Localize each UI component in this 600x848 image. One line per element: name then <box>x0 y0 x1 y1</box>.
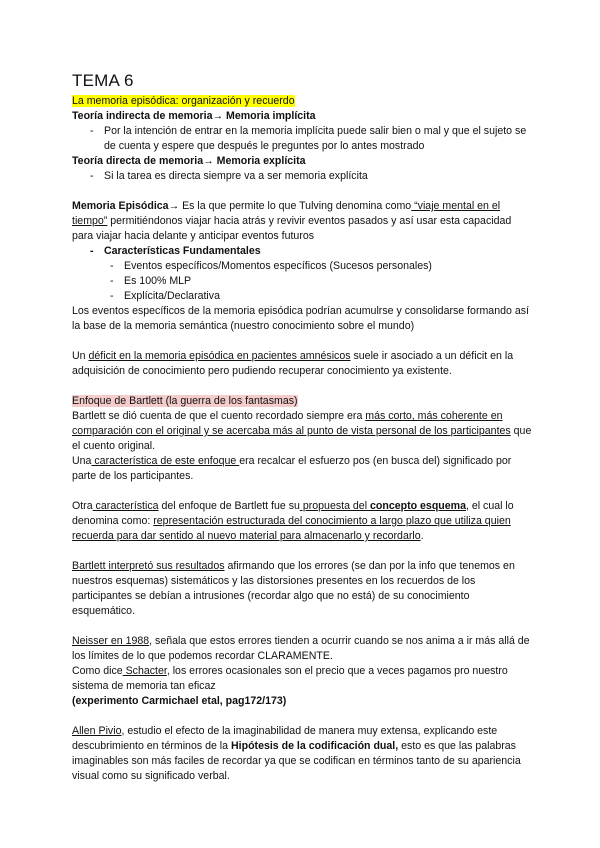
characteristic-item-2: - Es 100% MLP <box>72 274 532 289</box>
bartlett-p3-underline-2: propuesta del <box>299 500 370 512</box>
bartlett-p3-text-b: del enfoque de Bartlett fue su <box>158 500 300 512</box>
bartlett-p2-text-b: era recalcar el esfuerzo pos (en busca del) significado por parte de los participantes. <box>72 455 512 482</box>
bartlett-p3-underline-3: representación estructurada del conocimiento a largo plazo que utiliza quien recuerda para dar sentido al nuevo material para almacenarlo y recordarlo <box>72 515 511 542</box>
episodica-paragraph <box>72 199 532 244</box>
schacter-paragraph <box>72 664 532 694</box>
bartlett-p1-underline: más corto, más coherente en comparación con el original y se acercaba más al punto de vista personal de los participantes <box>72 410 511 437</box>
bartlett-heading <box>72 394 532 409</box>
subtitle <box>72 94 532 109</box>
bartlett-paragraph-1 <box>72 409 532 454</box>
bartlett-paragraph-3 <box>72 499 532 544</box>
paivio-text-a: , estudio el efecto de la imaginabilidad de manera muy extensa, explicando este descubrimiento en términos de la <box>72 725 498 752</box>
deficit-text-1: Un <box>72 350 89 362</box>
concepto-esquema: concepto esquema <box>370 500 466 512</box>
schacter-underline: Schacter <box>122 665 167 677</box>
characteristic-item-3: - Explícita/Declarativa <box>72 289 532 304</box>
schacter-text-a: Como dice <box>72 665 123 677</box>
bartlett-p4-text: afirmando que los errores (se dan por la info que tenemos en nuestros esquemas) sistemáticos y las distorsiones presentes en los recuerdos de los participantes se debían a intrusiones (recordar algo que no está) de su conocimiento esquemático. <box>72 560 515 617</box>
episodica-term: Memoria Episódica <box>72 200 169 212</box>
bartlett-paragraph-2 <box>72 454 532 484</box>
bartlett-heading-highlight: Enfoque de Bartlett (la guerra de los fantasmas) <box>72 395 298 407</box>
bartlett-p3-text-a: Otra <box>72 500 93 512</box>
indirecta-bullet: - Por la intención de entrar en la memoria implícita puede salir bien o mal y que el sujeto se de cuenta y espere que después le preguntes por lo antes mostrado <box>72 124 532 154</box>
bartlett-p3-text-c: , el cual lo denomina como: <box>72 500 514 527</box>
episodica-text-2: permitiéndonos viajar hacia atrás y revivir eventos pasados y así usar esta capacidad para viajar hacia delante y anticipar eventos futuros <box>72 215 512 242</box>
paivio-text-b: esto es que las palabras imaginables son más faciles de recordar ya que se codifican en términos tanto de su apariencia visual como su significado verbal. <box>72 740 521 782</box>
deficit-paragraph <box>72 349 532 379</box>
bartlett-p3-text-d: . <box>420 530 424 542</box>
directa-heading: Teoría directa de memoria→ Memoria explícita <box>72 155 306 167</box>
deficit-underline: déficit en la memoria episódica en pacientes amnésicos <box>88 350 351 362</box>
episodica-summary: Los eventos específicos de la memoria episódica podrían acumulrse y consolidarse formando así la base de la memoria semántica (nuestro conocimiento sobre el mundo) <box>72 305 529 332</box>
page-title: TEMA 6 <box>72 71 134 90</box>
directa-bullet: - Si la tarea es directa siempre va a ser memoria explícita <box>72 169 532 184</box>
subtitle-highlight: La memoria episódica: organización y recuerdo <box>72 95 295 107</box>
bartlett-p1-text-b: que el cuento original. <box>72 425 532 452</box>
episodica-text-1: → Es la que permite lo que Tulving denomina como <box>168 200 412 212</box>
neisser-underline: Neisser en 1988 <box>72 635 150 647</box>
schacter-text-b: , los errores ocasionales son el precio que a veces pagamos pro nuestro sistema de memoria tan eficaz <box>72 665 508 692</box>
indirecta-heading: Teoría indirecta de memoria→ Memoria implícita <box>72 110 316 122</box>
deficit-text-2: suele ir asociado a un déficit en la adquisición de conocimiento pero pudiendo recuperar conocimiento ya existente. <box>72 350 514 377</box>
bartlett-p3-underline-1: característica <box>92 500 159 512</box>
bartlett-paragraph-4 <box>72 559 532 619</box>
bartlett-p4-underline: Bartlett interpretó sus resultados <box>72 560 225 572</box>
characteristics-heading: - Características Fundamentales <box>72 244 532 259</box>
carmichael-reference: (experimento Carmichael etal, pag172/173) <box>72 695 287 707</box>
bartlett-p1-text-a: Bartlett se dió cuenta de que el cuento recordado siempre era <box>72 410 366 422</box>
paivio-paragraph <box>72 724 532 784</box>
bartlett-p2-text-a: Una <box>72 455 92 467</box>
paivio-underline: Allen Pivio <box>72 725 122 737</box>
viaje-mental-link: “viaje mental en el tiempo” <box>72 200 501 227</box>
bartlett-p2-underline: característica de este enfoque <box>91 455 240 467</box>
neisser-paragraph <box>72 634 532 664</box>
characteristic-item-1: - Eventos específicos/Momentos específicos (Sucesos personales) <box>72 259 532 274</box>
document-page <box>72 70 532 784</box>
neisser-text: , señala que estos errores tienden a ocurrir cuando se nos anima a ir más allá de los límites de lo que podemos recordar CLARAMENTE. <box>72 635 530 662</box>
codificacion-dual: Hipótesis de la codificación dual, <box>231 740 399 752</box>
